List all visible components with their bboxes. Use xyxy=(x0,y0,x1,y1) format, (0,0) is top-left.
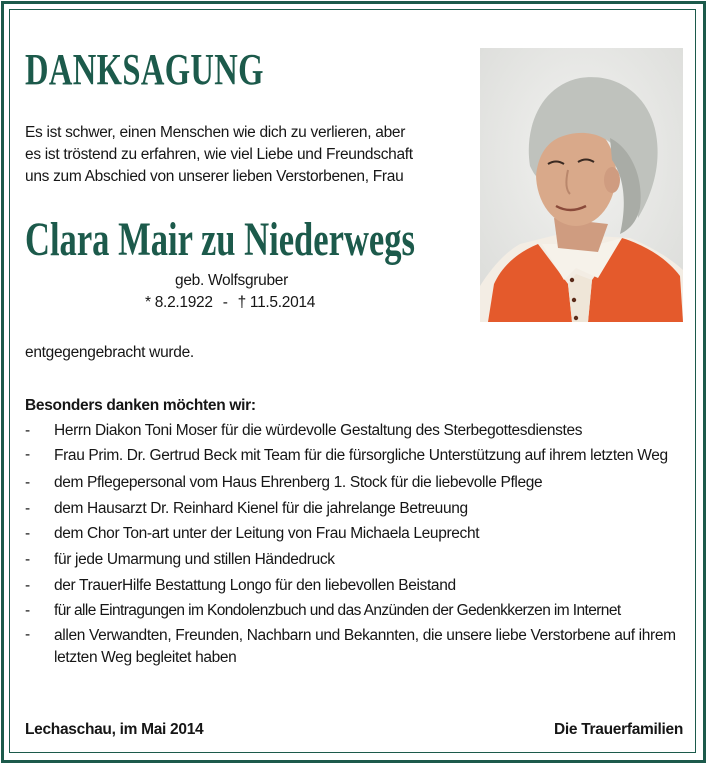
list-item-text: Herrn Diakon Toni Moser für die würdevolle Gestaltung des Sterbegottesdienstes xyxy=(54,422,583,439)
bullet-dash: - xyxy=(25,602,30,620)
intro-line: Es ist schwer, einen Menschen wie dich zu verlieren, aber xyxy=(25,124,406,141)
notice-title: DANKSAGUNG xyxy=(25,45,264,94)
list-item xyxy=(25,573,690,599)
bullet-dash: - xyxy=(25,445,30,463)
date-separator: - xyxy=(222,294,228,311)
thanks-list xyxy=(25,418,690,672)
portrait-photo xyxy=(480,48,683,322)
bullet-dash: - xyxy=(25,474,30,492)
intro-text xyxy=(25,122,465,188)
thanks-heading: Besonders danken möchten wir: xyxy=(25,397,256,414)
deceased-name: Clara Mair zu Niederwegs xyxy=(25,213,415,266)
bullet-dash: - xyxy=(25,576,30,594)
birth-date: * 8.2.1922 xyxy=(145,294,213,311)
bullet-dash: - xyxy=(25,499,30,517)
intro-line: es ist tröstend zu erfahren, wie viel Liebe und Freundschaft xyxy=(25,146,413,163)
place-and-date: Lechaschau, im Mai 2014 xyxy=(25,721,204,738)
bullet-dash: - xyxy=(25,422,30,439)
list-item xyxy=(25,521,690,547)
portrait-illustration xyxy=(480,48,683,322)
birth-name: geb. Wolfsgruber xyxy=(175,272,288,289)
closing-phrase: entgegengebracht wurde. xyxy=(25,344,194,361)
list-item xyxy=(25,418,690,444)
list-item-text: für alle Eintragungen im Kondolenzbuch und das Anzünden der Gedenkkerzen im Internet xyxy=(54,602,621,620)
bullet-dash: - xyxy=(25,525,30,543)
list-item-text: allen Verwandten, Freunden, Nachbarn und Bekannten, die unsere liebe Verstorbene auf ihrem letzten Weg begleitet haben xyxy=(54,626,676,666)
list-item xyxy=(25,547,690,573)
list-item-text: für jede Umarmung und stillen Händedruck xyxy=(54,550,335,568)
life-dates xyxy=(145,293,315,313)
bullet-dash: - xyxy=(25,625,30,643)
list-item xyxy=(25,444,690,471)
list-item-text: dem Hausarzt Dr. Reinhard Kienel für die jahrelange Betreuung xyxy=(54,499,468,517)
list-item xyxy=(25,470,690,496)
signature: Die Trauerfamilien xyxy=(554,721,683,738)
list-item xyxy=(25,598,690,624)
list-item-text: dem Pflegepersonal vom Haus Ehrenberg 1. Stock für die liebevolle Pflege xyxy=(54,474,543,492)
bullet-dash: - xyxy=(25,550,30,568)
list-item-text: dem Chor Ton-art unter der Leitung von Frau Michaela Leuprecht xyxy=(54,525,480,543)
intro-line: uns zum Abschied von unserer lieben Verstorbenen, Frau xyxy=(25,168,404,185)
list-item-text: der TrauerHilfe Bestattung Longo für den liebevollen Beistand xyxy=(54,576,456,594)
list-item-text: Frau Prim. Dr. Gertrud Beck mit Team für die fürsorgliche Unterstützung auf ihrem letzten Weg xyxy=(54,446,668,464)
list-item xyxy=(25,624,690,673)
list-item xyxy=(25,496,690,522)
death-date: † 11.5.2014 xyxy=(237,294,316,311)
